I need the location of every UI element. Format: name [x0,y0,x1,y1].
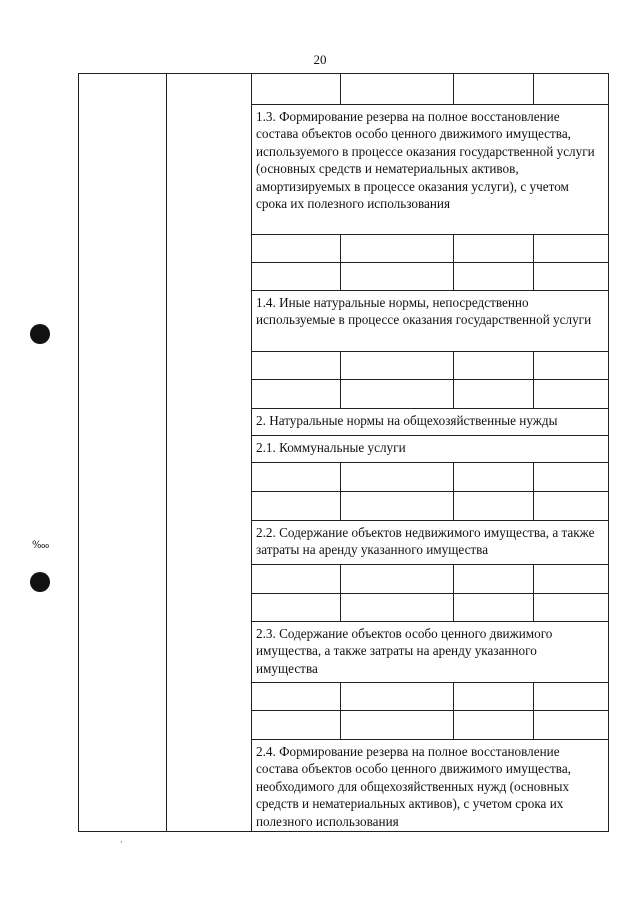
table-cell [454,263,534,290]
table-cell [252,235,341,262]
table-cell [534,352,608,379]
table-row [252,235,608,263]
table-cell [454,352,534,379]
table-cell [534,235,608,262]
table-cell [534,565,608,593]
table-cell [454,235,534,262]
table-row [252,683,608,711]
table-cell [534,683,608,710]
table-cell [252,74,341,104]
table-cell [252,492,341,520]
table-cell [341,565,454,593]
table-cell [534,594,608,621]
table-cell [454,492,534,520]
table-cell [341,380,454,408]
section-2-2-heading: 2.2. Содержание объектов недвижимого имущества, а также затраты на аренду указанного имущества [252,521,608,565]
table-cell [341,711,454,739]
table-cell [341,235,454,262]
table-row [252,565,608,594]
table-cell [534,463,608,491]
table-cell [341,683,454,710]
table-cell [454,594,534,621]
table-cell [534,74,608,104]
page-number: 20 [313,52,327,67]
table-cell [252,263,341,290]
table-cell [252,380,341,408]
table-cell [454,683,534,710]
table-cell [341,74,454,104]
section-1-4-heading: 1.4. Иные натуральные нормы, непосредственно используемые в процессе оказания государственной услуги [252,291,608,352]
table-cell [252,352,341,379]
section-1-3-heading: 1.3. Формирование резерва на полное восстановление состава объектов особо ценного движимого имущества, используемого в процессе оказания государственной услуги (основных средств и нематериальных активов, амортизируемых в процессе оказания услуги), с учетом срока их полезного использования [252,105,608,235]
table-row [252,263,608,291]
section-2-3-heading: 2.3. Содержание объектов особо ценного движимого имущества, а также затраты на аренду указанного имущества [252,622,608,683]
table-cell [252,565,341,593]
table-cell [454,565,534,593]
table-row [252,352,608,380]
table-cell [341,263,454,290]
table-row [252,594,608,622]
table-row [252,711,608,740]
scan-speck: ‱ [32,540,50,551]
table-cell [252,711,341,739]
table-cell [454,74,534,104]
table-cell [534,380,608,408]
norms-table [78,73,609,832]
table-cell [454,711,534,739]
scan-speck: · [120,838,123,847]
table-cell [341,463,454,491]
table-cell [341,594,454,621]
table-cell [534,263,608,290]
norms-table-right-area [252,74,608,831]
table-cell [454,380,534,408]
table-cell [252,594,341,621]
table-row [252,380,608,409]
table-cell [534,711,608,739]
table-cell [252,463,341,491]
table-row [252,74,608,105]
section-2-4-heading: 2.4. Формирование резерва на полное восстановление состава объектов особо ценного движимого имущества, необходимого для общехозяйственных нужд (основных средств и нематериальных активов), с учетом срока их полезного использования [256,744,571,829]
table-cell [252,683,341,710]
table-row [252,492,608,521]
section-2-1-heading: 2.1. Коммунальные услуги [252,436,608,463]
table-cell [454,463,534,491]
table-cell [534,492,608,520]
punch-hole [30,324,50,344]
table-row [252,463,608,492]
table-cell [341,492,454,520]
section-2-heading: 2. Натуральные нормы на общехозяйственные нужды [252,409,608,436]
column-divider [166,74,167,831]
punch-hole [30,572,50,592]
table-cell [341,352,454,379]
